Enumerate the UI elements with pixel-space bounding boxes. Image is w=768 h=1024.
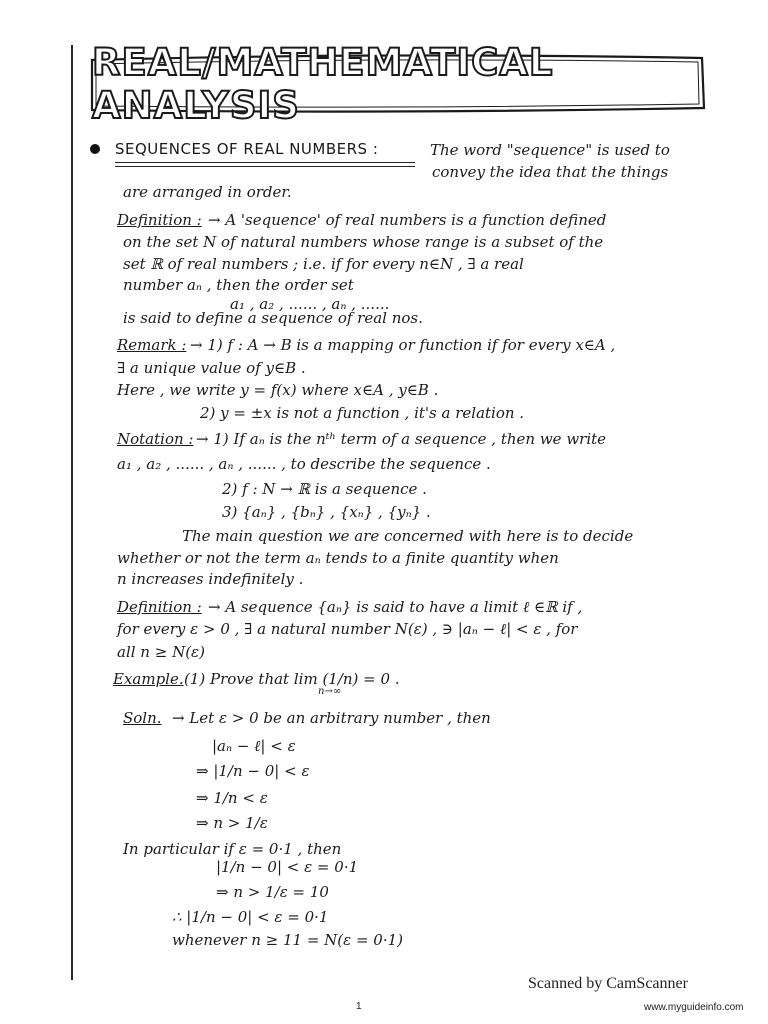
solution-step-4: ⇒ n > 1/ε (196, 814, 268, 832)
remark-label: Remark : (117, 336, 187, 354)
notation-label: Notation : (117, 430, 194, 448)
bullet-icon (90, 144, 100, 154)
main-question-line-2: whether or not the term aₙ tends to a finite quantity when (117, 549, 559, 567)
definition-line-3: set ℝ of real numbers ; i.e. if for every n∈N , ∃ a real (123, 255, 524, 273)
remark-line-4: 2) y = ±x is not a function , it's a relation . (200, 404, 525, 422)
definition-line-2: on the set N of natural numbers whose range is a subset of the (123, 233, 604, 251)
definition-line-4: number aₙ , then the order set (123, 276, 354, 294)
definition-2-line-3: all n ≥ N(ε) (117, 643, 205, 661)
intro-line-3: are arranged in order. (123, 183, 292, 201)
title-text: REAL/MATHEMATICAL ANALYSIS (92, 41, 554, 127)
definition-line-5: a₁ , a₂ , ...... , aₙ , ...... (230, 295, 390, 313)
definition-label: Definition : (117, 211, 202, 229)
intro-line-2: convey the idea that the things (432, 163, 669, 181)
definition-2-label: Definition : (117, 598, 202, 616)
solution-step-3: ⇒ 1/n < ε (196, 789, 268, 807)
definition-2-line-1: → A sequence {aₙ} is said to have a limit ℓ ∈ℝ if , (208, 598, 583, 616)
margin-line (71, 45, 73, 980)
section-heading: SEQUENCES OF REAL NUMBERS : (115, 140, 379, 158)
page-number: 1 (356, 1001, 362, 1012)
remark-line-1: → 1) f : A → B is a mapping or function if for every x∈A , (190, 336, 616, 354)
solution-step-9: whenever n ≥ 11 = N(ε = 0·1) (172, 931, 403, 949)
remark-line-2: ∃ a unique value of y∈B . (117, 359, 306, 377)
notation-line-4: 3) {aₙ} , {bₙ} , {xₙ} , {yₙ} . (222, 503, 431, 521)
main-question-line-1: The main question we are concerned with here is to decide (182, 527, 634, 545)
solution-step-8: ∴ |1/n − 0| < ε = 0·1 (172, 908, 329, 926)
limit-subscript: n→∞ (318, 686, 342, 697)
intro-line-1: The word "sequence" is used to (430, 141, 670, 159)
definition-2-line-2: for every ε > 0 , ∃ a natural number N(ε) , ∋ |aₙ − ℓ| < ε , for (117, 620, 578, 638)
solution-label: Soln. (123, 709, 162, 727)
notation-line-2: a₁ , a₂ , ...... , aₙ , ...... , to describe the sequence . (117, 455, 491, 473)
notation-line-1: → 1) If aₙ is the nᵗʰ term of a sequence , then we write (196, 430, 607, 448)
heading-underline-2 (115, 166, 415, 167)
heading-underline (115, 162, 415, 163)
remark-line-3: Here , we write y = f(x) where x∈A , y∈B . (117, 381, 439, 399)
solution-step-7: ⇒ n > 1/ε = 10 (216, 883, 329, 901)
example-label: Example. (113, 670, 184, 688)
site-url: www.myguideinfo.com (644, 1002, 744, 1013)
notation-line-3: 2) f : N → ℝ is a sequence . (222, 480, 427, 498)
definition-line-1: → A 'sequence' of real numbers is a function defined (208, 211, 607, 229)
solution-step-2: ⇒ |1/n − 0| < ε (196, 762, 310, 780)
example-statement: (1) Prove that lim (1/n) = 0 . (184, 670, 400, 688)
solution-step-5: In particular if ε = 0·1 , then (123, 840, 342, 858)
definition-line-6: is said to define a sequence of real nos. (123, 309, 423, 327)
main-question-line-3: n increases indefinitely . (117, 570, 304, 588)
scanner-watermark: Scanned by CamScanner (528, 975, 688, 992)
title (92, 41, 704, 127)
solution-step-6: |1/n − 0| < ε = 0·1 (216, 858, 359, 876)
solution-step-1: |aₙ − ℓ| < ε (212, 737, 296, 755)
solution-line-1: → Let ε > 0 be an arbitrary number , then (172, 709, 491, 727)
